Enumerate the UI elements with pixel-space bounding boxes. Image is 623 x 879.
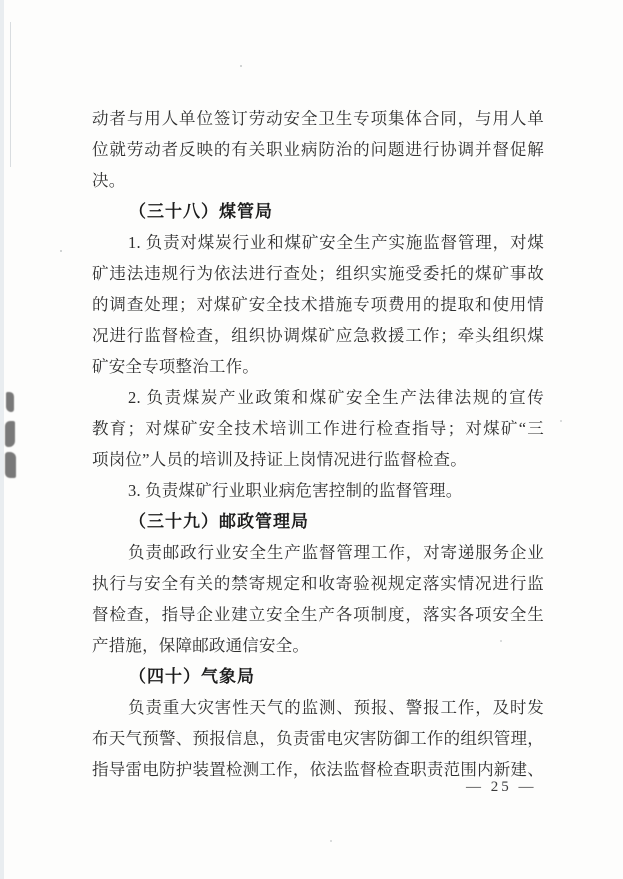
text-line: 负责邮政行业安全生产监督管理工作，对寄递服务企业: [128, 543, 544, 562]
text-line: 执行与安全有关的禁寄规定和收寄验视规定落实情况进行监: [92, 574, 544, 593]
text-line: 3. 负责煤矿行业职业病危害控制的监督管理。: [128, 481, 463, 500]
text-line: 1. 负责对煤炭行业和煤矿安全生产实施监督管理，对煤: [128, 233, 544, 252]
text-line: 负责重大灾害性天气的监测、预报、警报工作，及时发: [128, 698, 544, 717]
text-line: 指导雷电防护装置检测工作，依法监督检查职责范围内新建、: [92, 760, 544, 779]
text-line: 况进行监督检查，组织协调煤矿应急救援工作；牵头组织煤: [92, 326, 544, 345]
ink-speck: [330, 840, 332, 842]
text-line: 位就劳动者反映的有关职业病防治的问题进行协调并督促解: [92, 140, 544, 159]
text-line: 教育；对煤矿安全技术培训工作进行检查指导；对煤矿“三: [92, 419, 544, 438]
text-line: 矿安全专项整治工作。: [92, 357, 259, 376]
section-heading-38: （三十八）煤管局: [129, 202, 273, 221]
section-heading-40: （四十）气象局: [129, 667, 255, 686]
text-line: 产措施，保障邮政通信安全。: [92, 636, 310, 655]
text-line: 督检查，指导企业建立安全生产各项制度，落实各项安全生: [92, 605, 544, 624]
text-line: 布天气预警、预报信息，负责雷电灾害防御工作的组织管理，: [92, 729, 544, 748]
ink-speck: [240, 65, 242, 67]
text-line: 的调查处理；对煤矿安全技术措施专项费用的提取和使用情: [92, 295, 544, 314]
page-number: — 25 —: [466, 779, 537, 795]
document-body: [0, 103, 623, 785]
text-line: 2. 负责煤炭产业政策和煤矿安全生产法律法规的宣传: [128, 388, 544, 407]
text-line: 决。: [92, 171, 126, 190]
section-heading-39: （三十九）邮政管理局: [129, 512, 309, 531]
text-line: 矿违法违规行为依法进行查处；组织实施受委托的煤矿事故: [92, 264, 544, 283]
text-line: 项岗位”人员的培训及持证上岗情况进行监督检查。: [92, 450, 467, 469]
text-line: 动者与用人单位签订劳动安全卫生专项集体合同，与用人单: [92, 109, 544, 128]
